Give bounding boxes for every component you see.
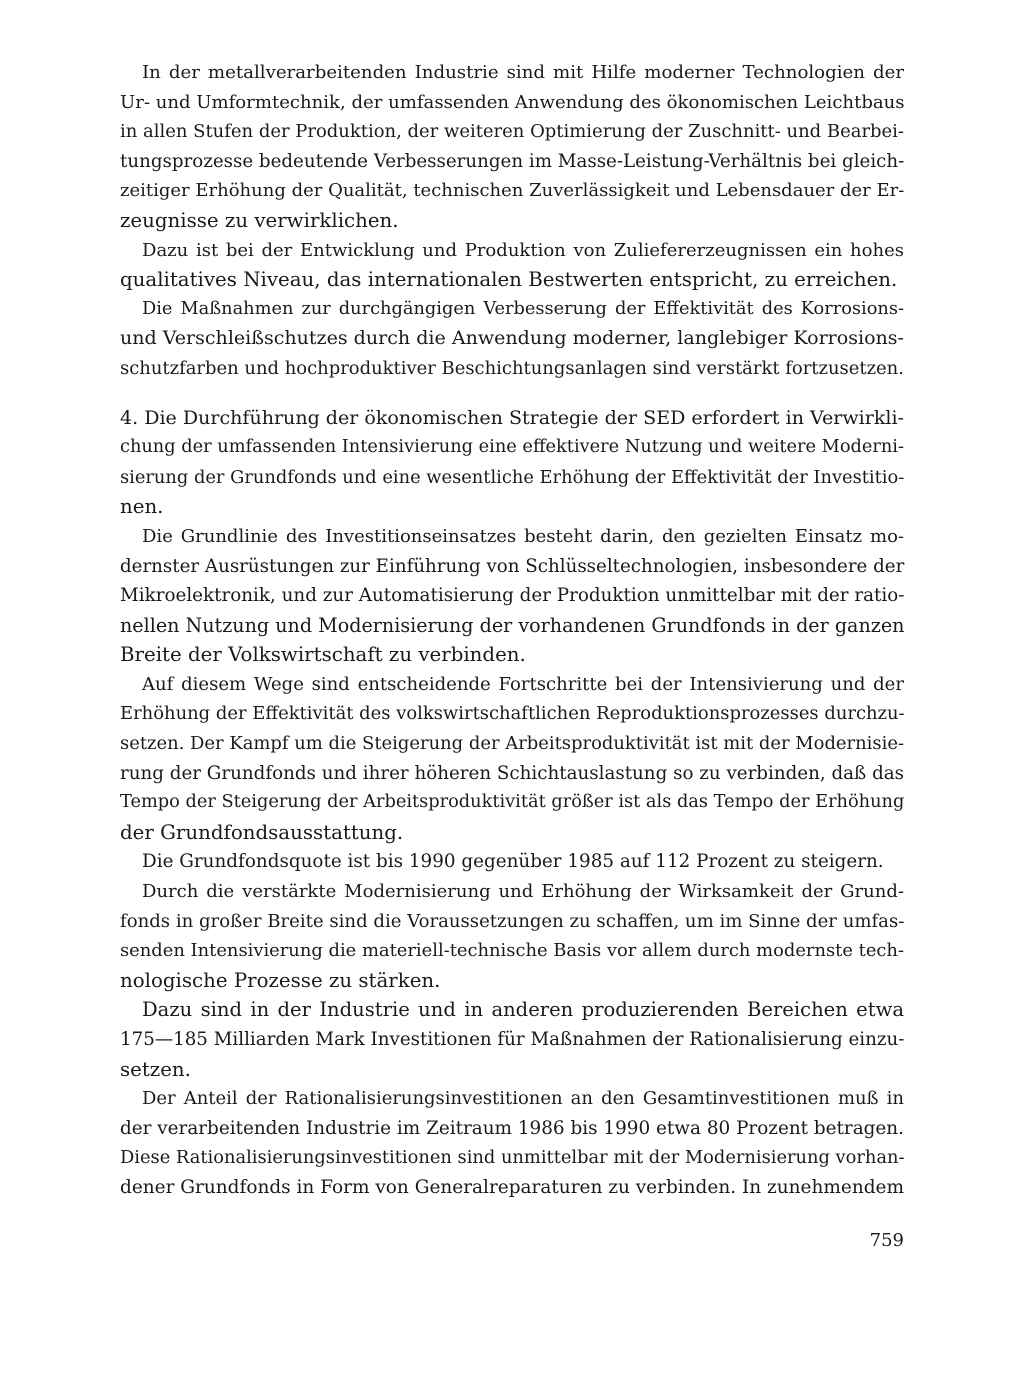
document-body (120, 58, 904, 1203)
text-line: der Grundfondsausstattung. (120, 820, 404, 844)
text-line: sierung der Grundfonds und eine wesentliche Erhöhung der Effektivität der Investitio- (120, 466, 905, 488)
text-line: setzen. (120, 1057, 191, 1081)
text-line: Dazu sind in der Industrie und in anderen produzierenden Bereichen etwa (142, 998, 904, 1022)
paragraph (120, 877, 904, 995)
paragraph (120, 847, 904, 877)
text-line: 175—185 Milliarden Mark Investitionen für Maßnahmen der Rationalisierung einzu- (120, 1029, 905, 1050)
paragraph (120, 522, 904, 670)
paragraph (120, 236, 904, 295)
text-line: Diese Rationalisierungsinvestitionen sind unmittelbar mit der Modernisierung vorhan- (120, 1147, 905, 1169)
paragraph (120, 1084, 904, 1202)
text-line: tungsprozesse bedeutende Verbesserungen im Masse-Leistung-Verhältnis bei gleich- (120, 150, 905, 172)
text-line: nellen Nutzung und Modernisierung der vorhandenen Grundfonds in der ganzen (120, 613, 905, 637)
text-line: Durch die verstärkte Modernisierung und Erhöhung der Wirksamkeit der Grund- (142, 881, 904, 903)
text-line: und Verschleißschutzes durch die Anwendung moderner, langlebiger Korrosions- (120, 327, 904, 350)
text-line: Die Grundlinie des Investitionseinsatzes besteht darin, den gezielten Einsatz mo- (142, 525, 904, 547)
text-line: zeugnisse zu verwirklichen. (120, 208, 399, 232)
text-line: qualitatives Niveau, das internationalen Bestwerten entspricht, zu erreichen. (120, 268, 898, 292)
text-line: dernster Ausrüstungen zur Einführung von Schlüsseltechnologien, insbesondere der (120, 555, 905, 577)
text-line: nologische Prozesse zu stärken. (120, 968, 441, 992)
paragraph (120, 295, 904, 384)
text-line: 4. Die Durchführung der ökonomischen Strategie der SED erfordert in Verwirkli- (120, 406, 904, 429)
text-line: Der Anteil der Rationalisierungsinvestitionen an den Gesamtinvestitionen muß in (142, 1088, 904, 1110)
text-line: Mikroelektronik, und zur Automatisierung der Produktion unmittelbar mit der ratio- (120, 585, 905, 607)
text-line: schutzfarben und hochproduktiver Beschichtungsanlagen sind verstärkt fortzusetzen. (120, 357, 904, 379)
text-line: Die Maßnahmen zur durchgängigen Verbesserung der Effektivität des Korrosions- (142, 298, 904, 319)
text-line: Ur- und Umformtechnik, der umfassenden Anwendung des ökonomischen Leichtbaus (120, 91, 905, 113)
paragraph (120, 58, 904, 236)
text-line: chung der umfassenden Intensivierung eine effektivere Nutzung und weitere Moderni- (120, 437, 904, 458)
paragraph (120, 995, 904, 1084)
section-gap (120, 384, 904, 404)
paragraph (120, 670, 904, 848)
page-number: 759 (869, 1230, 904, 1251)
paragraph (120, 404, 904, 522)
text-line: Auf diesem Wege sind entscheidende Fortschritte bei der Intensivierung und der (142, 673, 904, 695)
text-line: In der metallverarbeitenden Industrie sind mit Hilfe moderner Technologien der (142, 62, 904, 83)
text-line: fonds in großer Breite sind die Voraussetzungen zu schaffen, um im Sinne der umfas- (120, 910, 905, 932)
text-line: zeitiger Erhöhung der Qualität, technischen Zuverlässigkeit und Lebensdauer der Er- (120, 180, 905, 202)
text-line: senden Intensivierung die materiell-technische Basis vor allem durch modernste tech- (120, 940, 904, 962)
text-line: Dazu ist bei der Entwicklung und Produktion von Zuliefererzeugnissen ein hohes (142, 239, 904, 261)
text-line: Erhöhung der Effektivität des volkswirtschaftlichen Reproduktionsprozesses durchzu- (120, 703, 905, 725)
text-line: Tempo der Steigerung der Arbeitsproduktivität größer ist als das Tempo der Erhöhung (120, 792, 905, 813)
text-line: rung der Grundfonds und ihrer höheren Schichtauslastung so zu verbinden, daß das (120, 762, 905, 784)
text-line: Die Grundfondsquote ist bis 1990 gegenüber 1985 auf 112 Prozent zu steigern. (142, 851, 884, 873)
text-line: in allen Stufen der Produktion, der weiteren Optimierung der Zuschnitt- und Bearbei- (120, 121, 904, 143)
text-line: setzen. Der Kampf um die Steigerung der Arbeitsproduktivität ist mit der Modernisie- (120, 733, 905, 755)
text-line: Breite der Volkswirtschaft zu verbinden. (120, 643, 526, 667)
text-line: der verarbeitenden Industrie im Zeitraum 1986 bis 1990 etwa 80 Prozent betragen. (120, 1117, 904, 1139)
text-line: nen. (120, 495, 164, 519)
text-line: dener Grundfonds in Form von Generalreparaturen zu verbinden. In zunehmendem (120, 1176, 904, 1198)
